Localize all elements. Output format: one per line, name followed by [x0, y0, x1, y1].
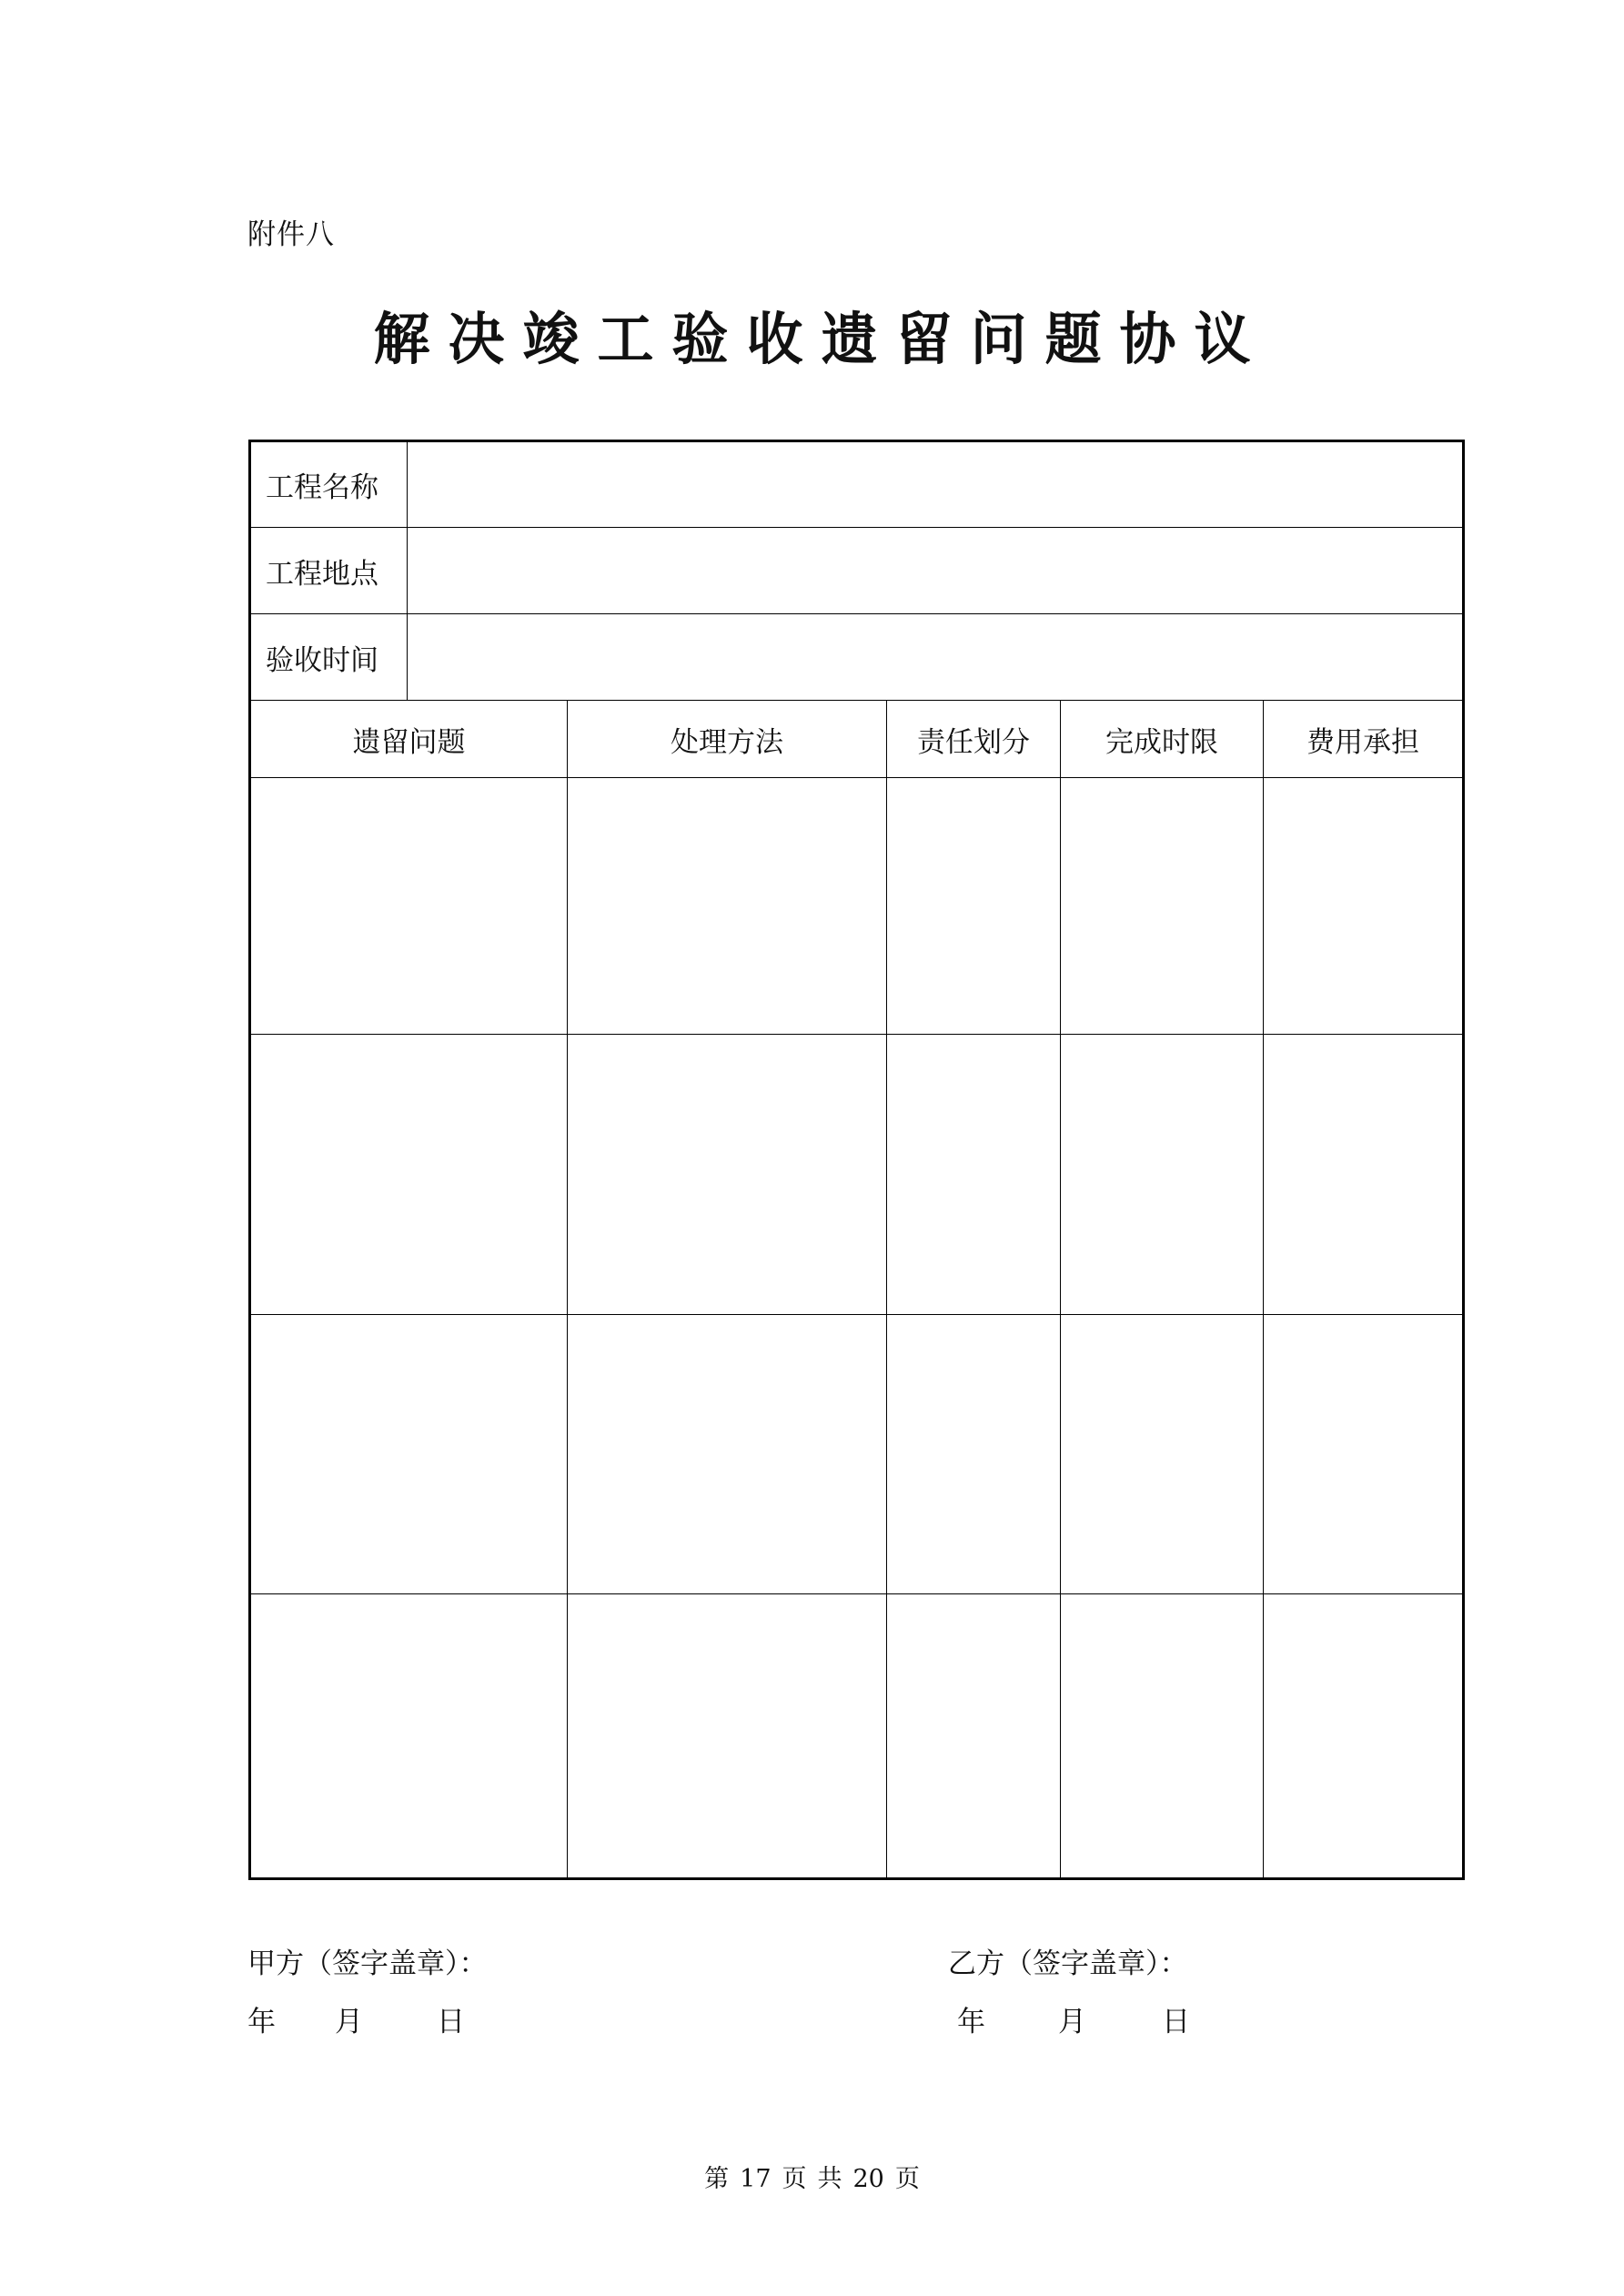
party-b-signature-label: 乙方（签字盖章）：	[948, 1947, 1188, 1980]
attachment-label: 附件八	[247, 218, 335, 251]
total-word: 共	[817, 2165, 842, 2193]
page-number	[0, 2159, 1624, 2194]
column-header: 责任划分	[887, 701, 1061, 777]
table-cell[interactable]	[1264, 778, 1462, 1034]
table-row	[251, 1035, 1462, 1315]
table-cell[interactable]	[251, 778, 568, 1034]
table-cell[interactable]	[887, 778, 1061, 1034]
party-b-year-label: 年	[957, 2006, 985, 2038]
page-suffix: 页	[894, 2165, 920, 2193]
column-header: 费用承担	[1306, 725, 1419, 759]
agreement-table	[248, 440, 1465, 1880]
table-cell[interactable]	[887, 1315, 1061, 1593]
table-cell[interactable]	[1061, 778, 1264, 1034]
info-row-project-location	[251, 528, 1462, 614]
info-label: 工程地点	[251, 528, 408, 613]
table-row	[251, 778, 1462, 1035]
party-a-month-label: 月	[335, 2006, 363, 2038]
table-cell[interactable]	[251, 1594, 568, 1877]
table-cell[interactable]	[1264, 1594, 1462, 1877]
party-a-signature-label: 甲方（签字盖章）：	[247, 1947, 488, 1980]
table-header-row	[251, 701, 1462, 778]
project-name-field[interactable]	[408, 442, 1462, 527]
table-row	[251, 1315, 1462, 1594]
table-cell[interactable]	[1061, 1594, 1264, 1877]
party-b-month-label: 月	[1058, 2006, 1086, 2038]
column-header: 完成时限	[1061, 701, 1264, 777]
total-pages: 20	[852, 2165, 884, 2193]
page-word: 页	[782, 2165, 807, 2193]
acceptance-time-field[interactable]	[408, 614, 1462, 700]
page-prefix: 第	[704, 2165, 730, 2193]
table-row	[251, 1594, 1462, 1877]
table-cell[interactable]	[568, 1594, 887, 1877]
info-label: 验收时间	[251, 614, 408, 700]
info-row-acceptance-time	[251, 614, 1462, 701]
table-cell[interactable]	[887, 1035, 1061, 1314]
party-a-year-label: 年	[247, 2006, 276, 2038]
table-cell[interactable]	[568, 778, 887, 1034]
table-cell[interactable]	[251, 1315, 568, 1593]
current-page: 17	[740, 2165, 772, 2193]
info-row-project-name	[251, 442, 1462, 528]
column-header: 处理方法	[568, 701, 887, 777]
table-cell[interactable]	[887, 1594, 1061, 1877]
project-location-field[interactable]	[408, 528, 1462, 613]
table-cell[interactable]	[1061, 1315, 1264, 1593]
party-a-day-label: 日	[437, 2006, 465, 2038]
column-header: 遗留问题	[251, 701, 568, 777]
table-cell[interactable]	[251, 1035, 568, 1314]
table-cell[interactable]	[1264, 1315, 1462, 1593]
info-label: 工程名称	[251, 442, 408, 527]
table-cell[interactable]	[568, 1035, 887, 1314]
table-cell[interactable]	[1264, 1035, 1462, 1314]
party-b-day-label: 日	[1162, 2006, 1190, 2038]
document-title: 解决竣工验收遗留问题协议	[373, 306, 1269, 372]
table-cell[interactable]	[1061, 1035, 1264, 1314]
table-cell[interactable]	[568, 1315, 887, 1593]
